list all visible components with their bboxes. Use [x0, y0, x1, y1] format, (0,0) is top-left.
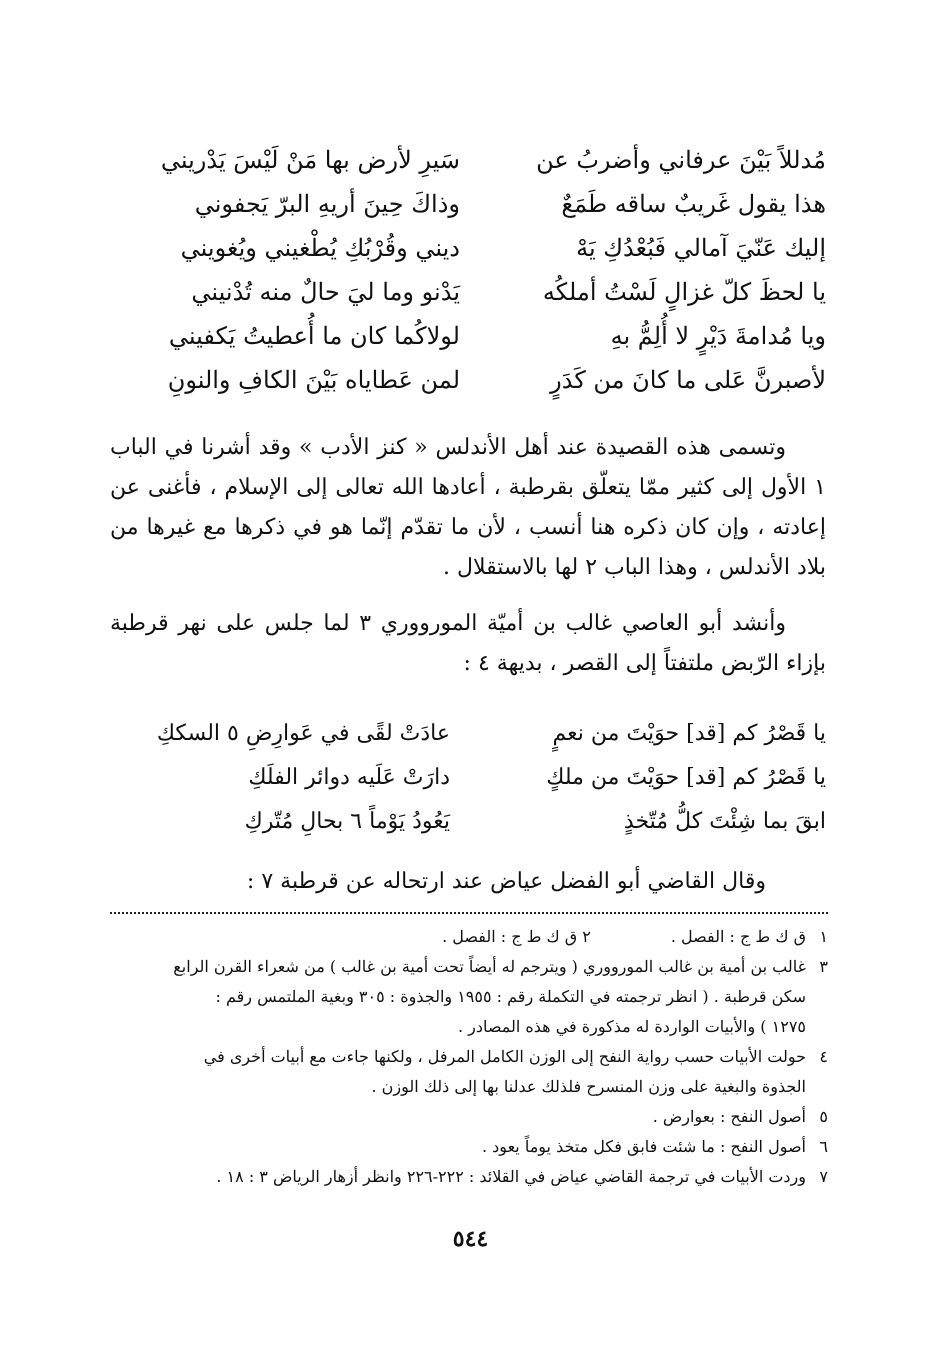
- footnote-1-2: [110, 922, 828, 952]
- verse-line: [110, 756, 826, 800]
- footnote-number: ٥: [819, 1107, 828, 1126]
- verse-line: [110, 314, 826, 358]
- verse-second-hemistich: عادَتْ لقًى في عَوارِضِ ٥ السككِ: [156, 721, 450, 746]
- verse-second-hemistich: لمن عَطاياه بَيْنَ الكافِ والنونِ: [167, 366, 460, 394]
- verse-second-hemistich: سَيرِ لأرض بها مَنْ لَيْسَ يَدْريني: [160, 146, 460, 174]
- footnote-text: وردت الأبيات في ترجمة القاضي عياض في القلائد : ٢٢٢-٢٢٦ وانظر أزهار الرياض ٣ : ١٨ .: [216, 1167, 806, 1186]
- page-number: ٥٤٤: [452, 1226, 489, 1252]
- verse-first-hemistich: يا قَصْرُ كم [قد] حوَيْتَ من نعمٍ: [552, 721, 826, 746]
- footnote-number: ٤: [819, 1047, 828, 1066]
- footnote-number: ١: [819, 927, 828, 946]
- poem-block-1: [110, 138, 826, 402]
- verse-first-hemistich: إليك عَنّيَ آمالي فَبُعْدُكِ يَهْ: [576, 234, 826, 262]
- verse-second-hemistich: ديني وقُرْبُكِ يُطْغيني ويُغويني: [180, 234, 460, 262]
- footnote-number: ٧: [819, 1167, 828, 1186]
- footnote-text: ق ك ط ج : الفصل .: [670, 927, 806, 946]
- footnote-5: [110, 1102, 828, 1132]
- verse-line: [110, 138, 826, 182]
- verse-second-hemistich: يَعُودُ يَوْماً ٦ بحالِ مُتّركِ: [244, 809, 450, 834]
- footnote-text: ١٢٧٥ ) والأبيات الواردة له مذكورة في هذه المصادر .: [457, 1017, 806, 1036]
- verse-line: [110, 226, 826, 270]
- verse-line: [110, 270, 826, 314]
- footnote-divider: [110, 912, 828, 914]
- footnote-6: [110, 1132, 828, 1162]
- verse-first-hemistich: لأصبرنَّ عَلى ما كانَ من كَدَرٍ: [550, 366, 826, 394]
- footnote-text: أصول النفح : ما شئت فابق فكل متخذ يوماً يعود .: [482, 1137, 806, 1156]
- footnote-text: حولت الأبيات حسب رواية النفح إلى الوزن الكامل المرفل ، ولكنها جاءت مع أبيات أخرى في: [203, 1047, 806, 1066]
- footnotes: [110, 922, 828, 1192]
- intro-qadi-iyad: وقال القاضي أبو الفضل عياض عند ارتحاله عن قرطبة ٧ :: [246, 869, 766, 894]
- verse-first-hemistich: يا قَصْرُ كم [قد] حوَيْتَ من ملكٍ: [546, 765, 826, 790]
- poem-block-2: [110, 712, 826, 844]
- paragraph-abu-al-asi: وأنشد أبو العاصي غالب بن أميّة المورووري ٣ لما جلس على نهر قرطبة بإزاء الرّبض ملتفتاً إلى القصر ، بديهة ٤ :: [110, 611, 826, 676]
- verse-second-hemistich: يَدْنو وما ليَ حالٌ منه تُدْنيني: [191, 278, 460, 306]
- verse-line: [110, 712, 826, 756]
- verse-first-hemistich: ويا مُدامةَ دَيْرٍ لا أُلِمُّ بهِ: [610, 322, 826, 350]
- verse-second-hemistich: وذاكَ حِينَ أريهِ البرّ يَجفوني: [194, 190, 460, 218]
- verse-first-hemistich: مُدللاً بَيْنَ عرفاني وأضربُ عن: [536, 146, 826, 174]
- verse-first-hemistich: ابقَ بما شِئْتَ كلُّ مُتّخذٍ: [623, 809, 826, 834]
- footnote-text: سكن قرطبة . ( انظر ترجمته في التكملة رقم : ١٩٥٥ والجذوة : ٣٠٥ وبغية الملتمس رقم :: [215, 987, 806, 1006]
- footnote-text: ٢ ق ك ط ج : الفصل .: [442, 927, 591, 946]
- verse-line: [110, 800, 826, 844]
- verse-first-hemistich: يا لحظَ كلّ غزالٍ لَسْتُ أملكُه: [542, 278, 826, 306]
- footnote-text: غالب بن أمية بن غالب المورووري ( ويترجم له أيضاً تحت أمية بن غالب ) من شعراء القرن الرابع: [173, 957, 806, 976]
- verse-line: [110, 358, 826, 402]
- footnote-text: أصول النفح : بعوارض .: [652, 1107, 806, 1126]
- footnote-7: [110, 1162, 828, 1192]
- footnote-text: الجذوة والبغية على وزن المنسرح فلذلك عدلنا بها إلى ذلك الوزن .: [371, 1077, 806, 1096]
- paragraph-kanz-al-adab: وتسمى هذه القصيدة عند أهل الأندلس « كنز الأدب » وقد أشرنا في الباب ١ الأول إلى كثير ممّا يتعلّق بقرطبة ، أعادها الله تعالى إلى الإسلام ، فأغنى عن إعادته ، وإن كان ذكره هنا أنسب ، لأن ما تقدّم إنّما هو في ذكرها مع غيرها من بلاد الأندلس ، وهذا الباب ٢ لها بالاستقلال .: [110, 435, 826, 580]
- footnote-3: [110, 952, 828, 1042]
- verse-line: [110, 182, 826, 226]
- verse-second-hemistich: لولاكُما كان ما أُعطيتُ يَكفيني: [168, 322, 460, 350]
- verse-second-hemistich: دارَتْ عَلَيه دوائر الفلَكِ: [248, 765, 450, 790]
- footnote-number: ٣: [819, 957, 828, 976]
- footnote-number: ٦: [819, 1137, 828, 1156]
- verse-first-hemistich: هذا يقول غَريبٌ ساقه طَمَعٌ: [561, 190, 826, 218]
- footnote-4: [110, 1042, 828, 1102]
